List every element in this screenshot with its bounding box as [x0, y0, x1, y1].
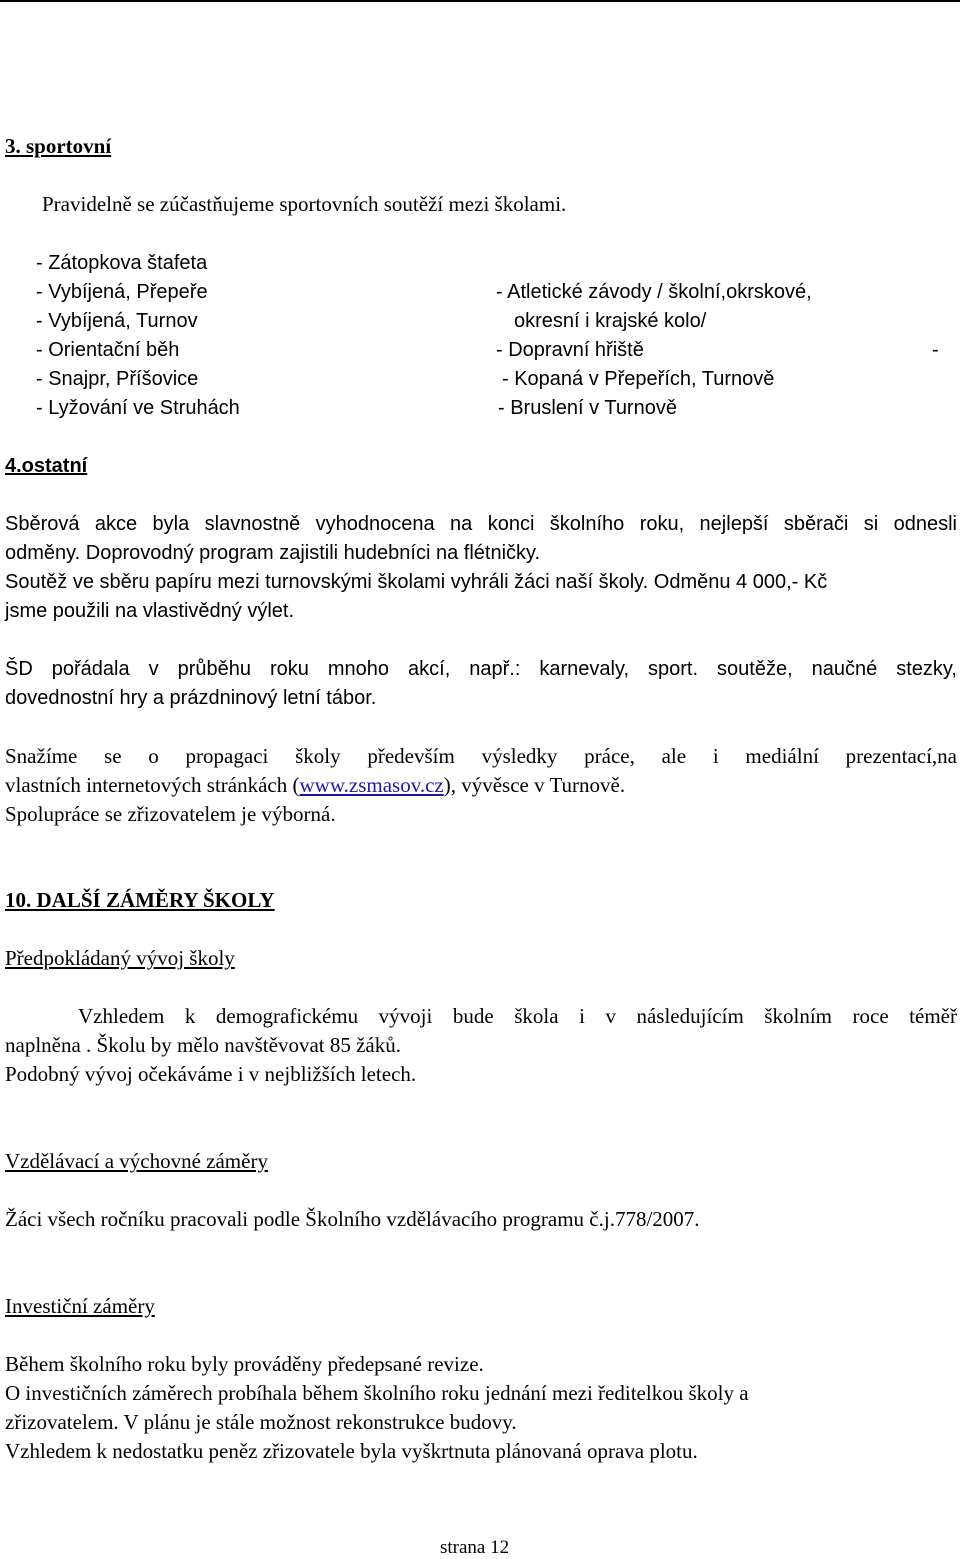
- paragraph-line: Vzhledem k nedostatku peněz zřizovatele byla vyškrtnuta plánovaná oprava plotu.: [5, 1439, 698, 1463]
- sport-item: - Lyžování ve Struhách: [36, 397, 240, 419]
- sport-item: - Snajpr, Příšovice: [36, 368, 199, 390]
- paragraph-line: O investičních záměrech probíhala během školního roku jednání mezi ředitelkou školy a: [5, 1381, 749, 1405]
- paragraph-line: Snažíme se o propagaci školy především výsledky práce, ale i mediální prezentací,na: [5, 744, 957, 768]
- paragraph-line: ŠD pořádala v průběhu roku mnoho akcí, např.: karnevaly, sport. soutěže, naučné stezky,: [5, 658, 957, 680]
- paragraph-line: odměny. Doprovodný program zajistili hudebníci na flétničky.: [5, 542, 541, 564]
- sport-item-right: - Atletické závody / školní,okrskové,: [496, 281, 812, 303]
- sport-dash: -: [932, 339, 939, 361]
- paragraph-line: naplněna . Školu by mělo navštěvovat 85 žáků.: [5, 1033, 401, 1057]
- sport-item: - Zátopkova štafeta: [36, 252, 208, 274]
- sport-item-right: - Dopravní hřiště: [496, 339, 644, 361]
- sport-item: - Vybíjená, Přepeře: [36, 281, 208, 303]
- sport-item: - Vybíjená, Turnov: [36, 310, 198, 332]
- paragraph-line: Podobný vývoj očekáváme i v nejbližších letech.: [5, 1062, 417, 1086]
- paragraph-line: Soutěž ve sběru papíru mezi turnovskými školami vyhráli žáci naší školy. Odměnu 4 000,- Kč: [5, 571, 828, 593]
- sport-item-right: - Kopaná v Přepeřích, Turnově: [502, 368, 775, 390]
- subheading-education: Vzdělávací a výchovné záměry: [5, 1149, 268, 1173]
- paragraph-line: dovednostní hry a prázdninový letní tábor.: [5, 687, 377, 709]
- paragraph-text: vlastních internetových stránkách (: [5, 773, 300, 797]
- sport-item: - Orientační běh: [36, 339, 180, 361]
- paragraph-line: jsme použili na vlastivědný výlet.: [5, 600, 295, 622]
- paragraph-line: [5, 772, 625, 798]
- sport-item-right: - Bruslení v Turnově: [498, 397, 677, 419]
- paragraph-text: ), vývěsce v Turnově.: [443, 773, 626, 797]
- section-heading-other: 4.ostatní: [5, 455, 88, 477]
- subheading-development: Předpokládaný vývoj školy: [5, 946, 235, 970]
- paragraph-line: zřizovatelem. V plánu je stále možnost rekonstrukce budovy.: [5, 1410, 517, 1434]
- subheading-investment: Investiční záměry: [5, 1294, 155, 1318]
- paragraph-line: Vzhledem k demografickému vývoji bude škola i v následujícím školním roce téměř: [78, 1004, 957, 1028]
- paragraph-line: Během školního roku byly prováděny předepsané revize.: [5, 1352, 484, 1376]
- paragraph-line: Žáci všech ročníku pracovali podle Školního vzdělávacího programu č.j.778/2007.: [5, 1207, 700, 1231]
- website-link[interactable]: www.zsmasov.cz: [299, 773, 444, 797]
- sport-item-right: okresní i krajské kolo/: [514, 310, 707, 332]
- section-heading-plans: 10. DALŠÍ ZÁMĚRY ŠKOLY: [5, 888, 275, 912]
- paragraph-line: Sběrová akce byla slavnostně vyhodnocena na konci školního roku, nejlepší sběrači si odnesli: [5, 513, 957, 535]
- section-heading-sport: 3. sportovní: [5, 134, 112, 158]
- page-number: strana 12: [440, 1537, 510, 1558]
- sport-intro: Pravidelně se zúčastňujeme sportovních soutěží mezi školami.: [42, 192, 567, 216]
- paragraph-line: Spolupráce se zřizovatelem je výborná.: [5, 802, 336, 826]
- top-rule: [0, 0, 960, 2]
